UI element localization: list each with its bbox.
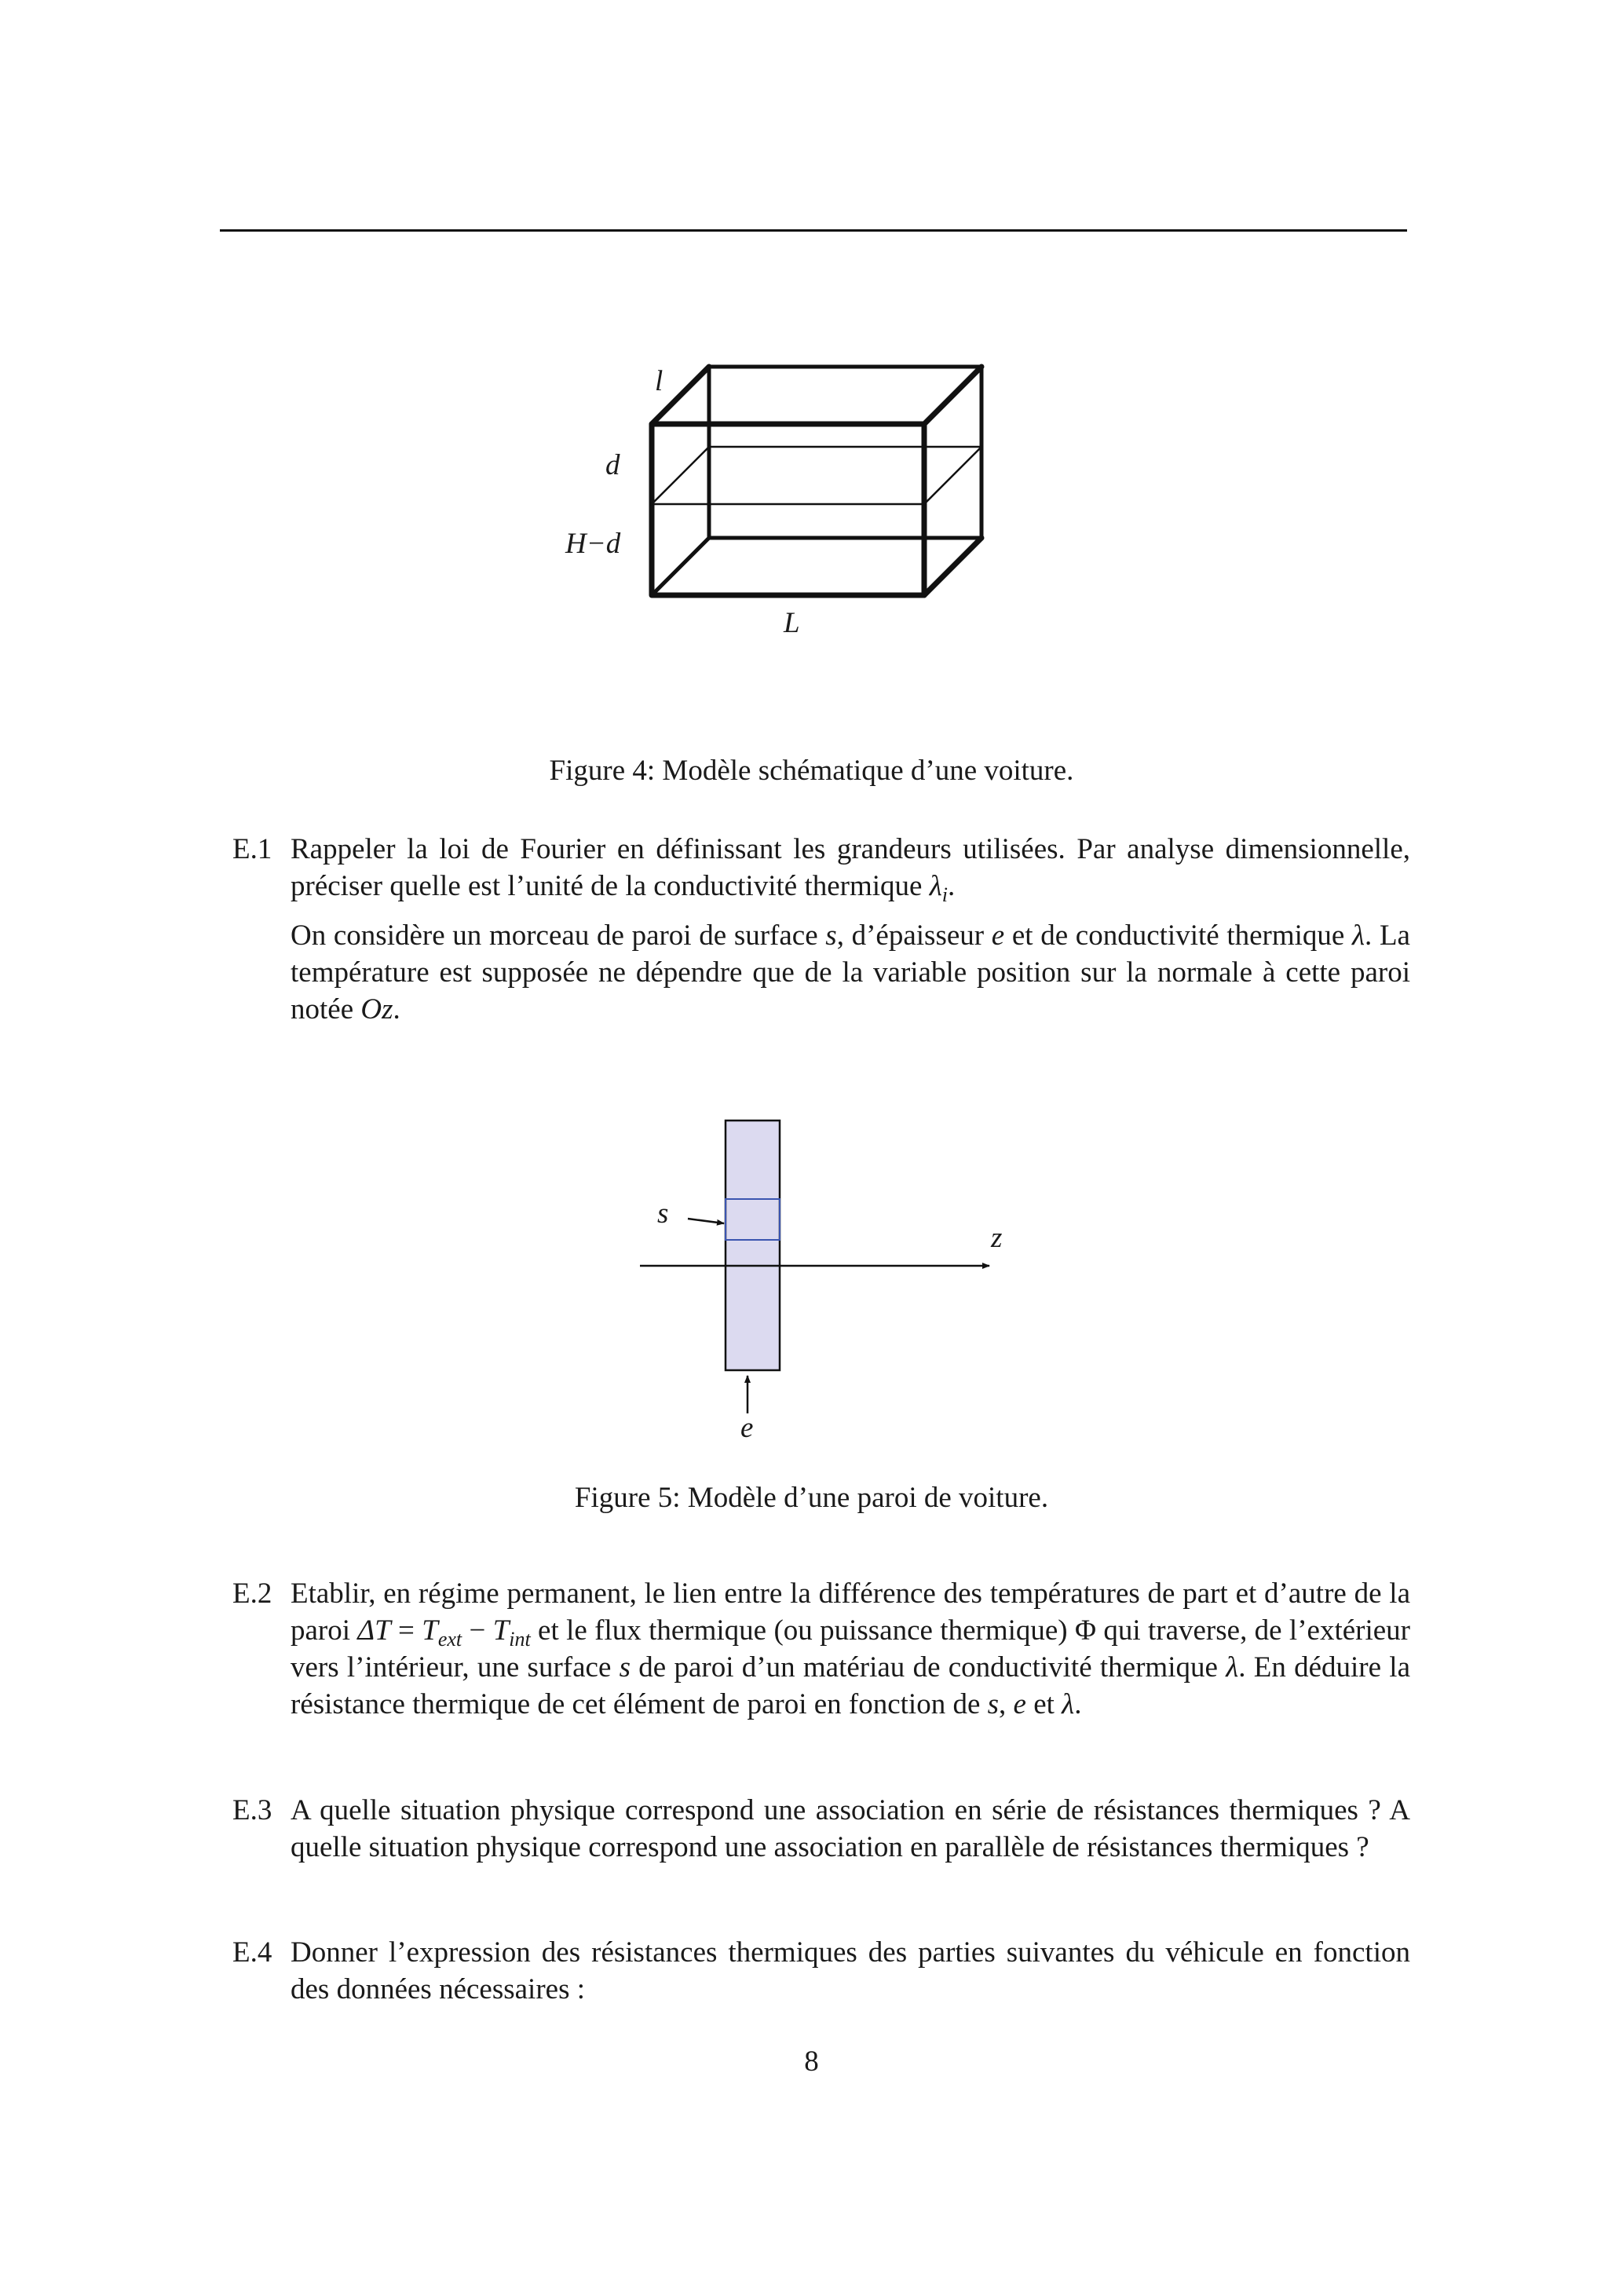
- question-number: E.1: [232, 833, 272, 865]
- label-L: L: [784, 607, 800, 639]
- box-edge-bottom-left: [652, 538, 709, 595]
- label-z: z: [991, 1222, 1003, 1254]
- question-text: [291, 1575, 1410, 1723]
- question-text: [291, 1792, 1410, 1866]
- e1-paragraph-2: On considère un morceau de paroi de surface s, d’épaisseur e et de conductivité thermique λ. La température est supposée ne dépendre que de la variable position sur la normale à cette paroi notée Oz.: [291, 919, 1410, 1026]
- e3-paragraph: A quelle situation physique correspond une association en série de résistances thermiques ? A quelle situation physique correspond une association en parallèle de résistances thermiques ?: [291, 1794, 1410, 1863]
- page-number: 8: [804, 2046, 819, 2078]
- box-edge-bottom-right: [924, 538, 981, 595]
- figure-5-wall-diagram: [628, 1107, 1036, 1453]
- question-text: [291, 831, 1410, 1028]
- question-e3: [232, 1792, 1410, 1866]
- box-edge-top-right: [924, 367, 981, 424]
- e4-paragraph: Donner l’expression des résistances thermiques des parties suivantes du véhicule en fonction des données nécessaires :: [291, 1936, 1410, 2005]
- arrow-s: [688, 1219, 724, 1223]
- figure-4-caption: Figure 4: Modèle schématique d’une voiture.: [549, 755, 1074, 787]
- e2-paragraph: Etablir, en régime permanent, le lien entre la différence des températures de part et d’autre de la paroi $\Delta T = T_{ext} - T_{int}$ et le flux thermique (ou puissance thermique) Φ qui traverse, de l’extérieur vers l’intérieur, une surface s de paroi d’un matériau de conductivité thermique λ. En déduire la résistance thermique de cet élément de paroi en fonction de s, e et λ.: [291, 1578, 1411, 1720]
- label-h-minus-d: H−d: [565, 528, 621, 560]
- box-front-face: [652, 424, 924, 595]
- plane-left: [652, 447, 709, 504]
- label-e: e: [740, 1412, 754, 1444]
- box-back-face: [709, 367, 981, 538]
- question-number: E.4: [232, 1936, 272, 1969]
- question-e2: [232, 1575, 1410, 1723]
- label-s: s: [657, 1197, 669, 1230]
- e1-paragraph-1: Rappeler la loi de Fourier en définissant les grandeurs utilisées. Par analyse dimensionnelle, préciser quelle est l’unité de la conductivité thermique $\lambda_i$.: [291, 833, 1410, 906]
- plane-right: [924, 447, 981, 504]
- question-number: E.3: [232, 1794, 272, 1826]
- question-e1: [232, 831, 1410, 1028]
- question-e4: [232, 1934, 1410, 2008]
- wall-slab: [726, 1121, 780, 1370]
- question-text: [291, 1934, 1410, 2008]
- label-l: l: [655, 365, 663, 397]
- question-number: E.2: [232, 1578, 272, 1610]
- figure-4-box-diagram: [550, 345, 1036, 660]
- label-d: d: [605, 449, 620, 481]
- figure-5-caption: Figure 5: Modèle d’une paroi de voiture.: [574, 1482, 1049, 1514]
- header-rule: [220, 229, 1407, 232]
